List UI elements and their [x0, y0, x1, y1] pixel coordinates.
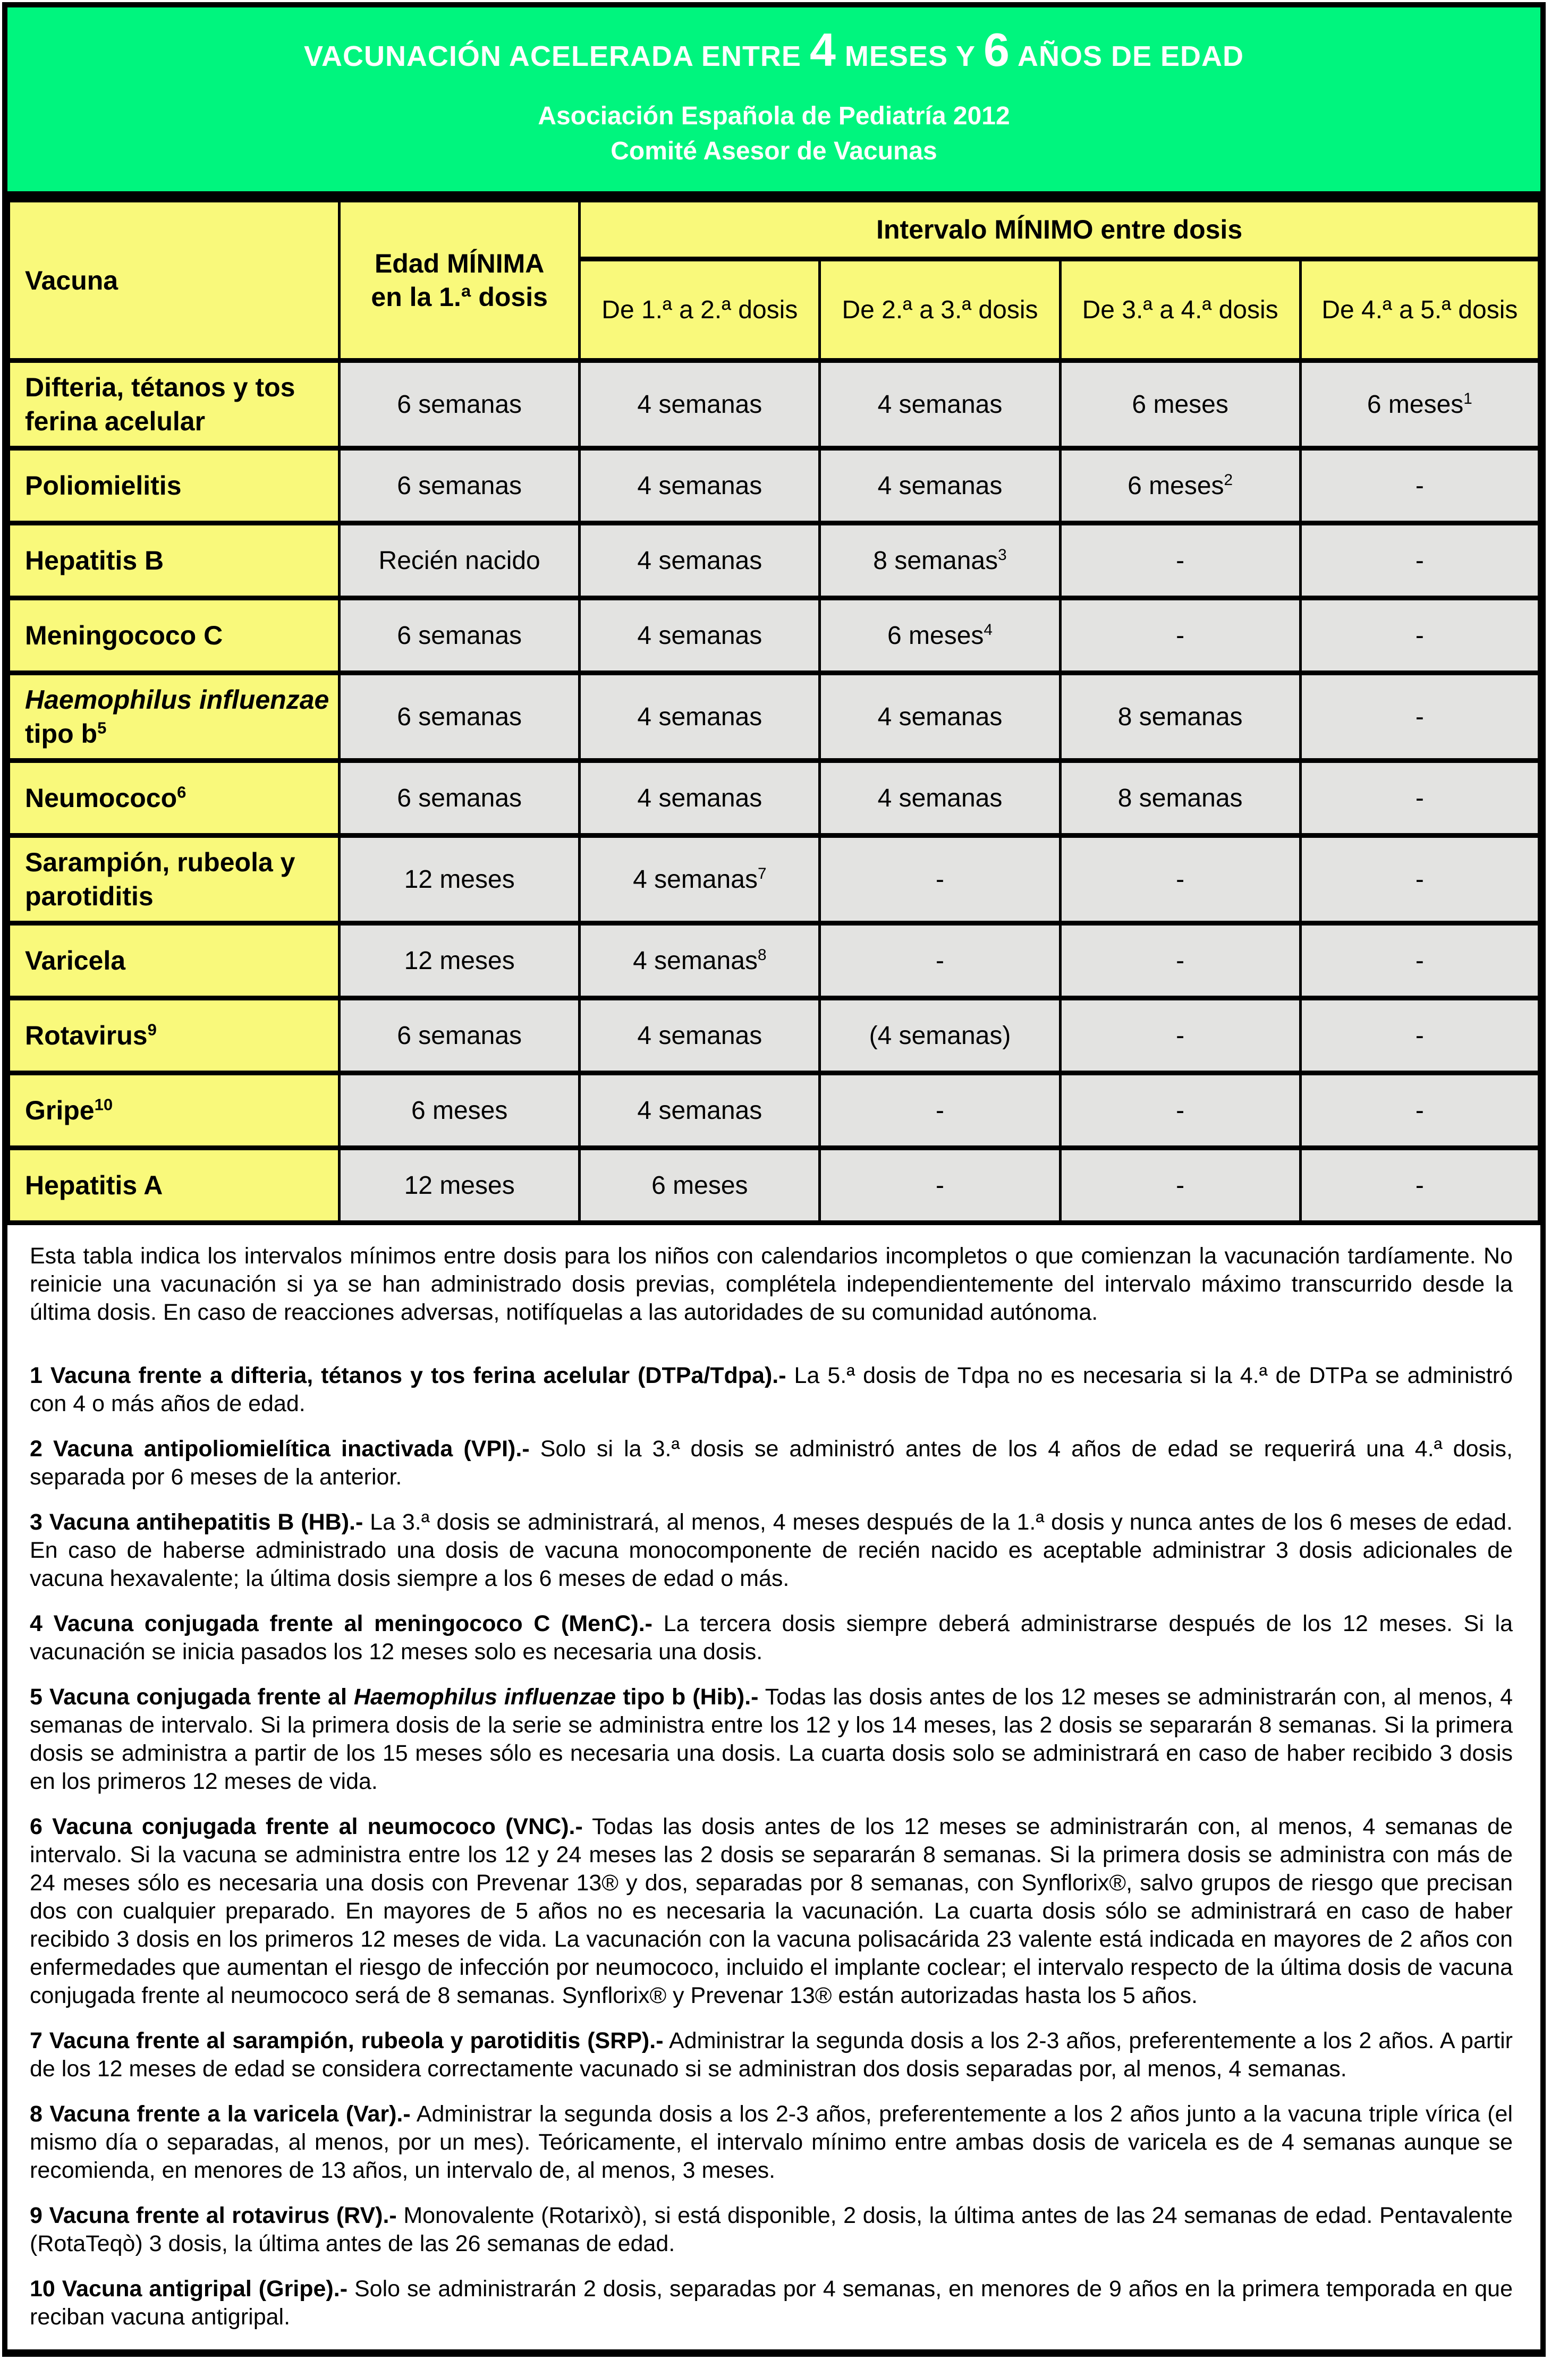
column-header-min-age: Edad MÍNIMA en la 1.ª dosis: [340, 200, 580, 361]
dose-value: -: [1176, 1096, 1185, 1125]
dose-value: 12 meses: [404, 946, 515, 975]
dose-value: 4 semanas: [637, 784, 762, 812]
dose-value: 6 semanas: [397, 784, 522, 812]
vaccine-row: [9, 761, 1539, 836]
title-number-4: 4: [809, 23, 836, 76]
dose-value: -: [1415, 784, 1424, 812]
dose-cell: [820, 761, 1060, 836]
dose-value: 6 meses: [411, 1096, 508, 1125]
dose-value: -: [1176, 946, 1185, 975]
footnote-lead-text: 8 Vacuna frente a la varicela (Var).-: [30, 2101, 411, 2127]
dose-value: 6 meses: [887, 621, 984, 650]
footnote-ref: 9: [147, 1020, 157, 1039]
dose-cell: [820, 523, 1060, 598]
footnotes: [30, 1362, 1513, 2331]
footnote: [30, 1362, 1513, 1418]
vaccine-row: [9, 448, 1539, 523]
footnote-ref: 6: [177, 783, 187, 802]
dose-cell: [1300, 448, 1539, 523]
dose-value: -: [1176, 865, 1185, 894]
footnote: [30, 1610, 1513, 1666]
dose-value: -: [1415, 1021, 1424, 1050]
footnote-body: Todas las dosis antes de los 12 meses se administrarán con, al menos, 4 semanas de intervalo. Si la vacuna se administra entre los 12 y 24 meses las 2 dosis se separarán 8 semanas. Si la primera dosis se administra con más de 24 meses sólo es necesaria una dosis con Prevenar 13® y dos, separadas por 8 semanas, con Synflorix®, salvo grupos de riesgo que precisan dos con cualquier preparado. En mayores de 5 años no es necesaria la vacunación. La cuarta dosis sólo se administrará en caso de haber recibido 3 dosis en los primeros 12 meses de vida. La vacunación con la vacuna polisacárida 23 valente está indicada en mayores de 2 años con enfermedades que aumentan el riesgo de infección por neumococo, incluido el implante coclear; el intervalo respecto de la última dosis de vacuna conjugada frente al neumococo será de 8 semanas. Synflorix® y Prevenar 13® están autorizadas hasta los 5 años.: [30, 1814, 1513, 2008]
vaccine-name-cell: [9, 836, 340, 923]
document-header: [7, 7, 1540, 198]
dose-cell: [580, 1148, 820, 1223]
footnote-lead: [30, 1509, 363, 1535]
dose-cell: [1060, 1148, 1300, 1223]
dose-value: -: [935, 1096, 944, 1125]
dose-cell: [1060, 923, 1300, 998]
dose-cell: [340, 1148, 580, 1223]
table-body: [9, 361, 1539, 1223]
dose-value: -: [1176, 621, 1185, 650]
table-description: Esta tabla indica los intervalos mínimos entre dosis para los niños con calendarios incompletos o que comienzan la vacunación tardíamente. No reinicie una vacunación si ya se han administrado dosis previas, complétela independientemente del intervalo máximo transcurrido desde la última dosis. En caso de reacciones adversas, notifíquelas a las autoridades de su comunidad autónoma.: [30, 1243, 1513, 1325]
dose-value: 6 meses: [1128, 471, 1224, 500]
dose-value: 6 semanas: [397, 471, 522, 500]
dose-cell: [580, 448, 820, 523]
dose-value: 6 semanas: [397, 390, 522, 419]
vaccine-row: [9, 523, 1539, 598]
vaccination-schedule-page: [2, 2, 1546, 2357]
dose-cell: [1300, 761, 1539, 836]
footnote-body: La 3.ª dosis se administrará, al menos, 4 meses después de la 1.ª dosis y nunca antes de los 6 meses de edad. En caso de haberse administrado una dosis de vacuna monocomponente de recién nacido es aceptable administrar 3 dosis adicionales de vacuna hexavalente; la última dosis siempre a los 6 meses de edad o más.: [30, 1509, 1513, 1591]
column-header-dose-4-5: De 4.ª a 5.ª dosis: [1300, 259, 1539, 361]
footnote-body: La tercera dosis siempre deberá administrarse después de los 12 meses. Si la vacunación se inicia pasados los 12 meses solo es necesaria una dosis.: [30, 1611, 1513, 1665]
dose-value: 4 semanas: [633, 865, 758, 894]
dose-cell: [580, 598, 820, 673]
dose-cell: [580, 998, 820, 1073]
dose-cell: [580, 836, 820, 923]
dose-cell: [340, 598, 580, 673]
dose-value: 4 semanas: [637, 546, 762, 575]
dose-cell: [1060, 836, 1300, 923]
dose-value: -: [1176, 1171, 1185, 1200]
footnote: [30, 2100, 1513, 2185]
dose-cell: [1300, 998, 1539, 1073]
dose-value: 4 semanas: [637, 471, 762, 500]
dose-cell: [820, 673, 1060, 761]
dose-value: -: [935, 865, 944, 894]
footnote-body: Administrar la segunda dosis a los 2-3 años, preferentemente a los 2 años. A partir de los 12 meses de edad se considera correctamente vacunado si se administran dos dosis separadas por, al menos, 4 semanas.: [30, 2028, 1513, 2082]
dose-value: -: [1176, 1021, 1185, 1050]
dose-cell: [1060, 361, 1300, 448]
footnote-lead-text: 3 Vacuna antihepatitis B (HB).-: [30, 1509, 363, 1535]
dose-cell: [820, 836, 1060, 923]
dose-cell: [1300, 1148, 1539, 1223]
dose-value: 4 semanas: [877, 390, 1003, 419]
dose-cell: [820, 1148, 1060, 1223]
dose-cell: [1300, 1073, 1539, 1148]
footnote-lead: [30, 2028, 664, 2053]
vaccine-name: Rotavirus: [25, 1021, 148, 1050]
vaccine-row: [9, 1073, 1539, 1148]
dose-value: 12 meses: [404, 1171, 515, 1200]
title-text: VACUNACIÓN ACELERADA ENTRE: [303, 40, 810, 72]
dose-cell: [1060, 523, 1300, 598]
vaccine-name: Hepatitis B: [25, 546, 164, 575]
vaccine-name: Meningococo C: [25, 621, 223, 650]
footnote-ref: 5: [97, 718, 107, 737]
column-header-dose-3-4: De 3.ª a 4.ª dosis: [1060, 259, 1300, 361]
dose-value: 6 semanas: [397, 702, 522, 731]
dose-value: 4 semanas: [877, 702, 1003, 731]
dose-cell: [1300, 598, 1539, 673]
dose-cell: [340, 673, 580, 761]
dose-value: 6 semanas: [397, 621, 522, 650]
title-number-6: 6: [984, 23, 1010, 76]
footnote-lead-text: 10 Vacuna antigripal (Gripe).-: [30, 2276, 348, 2302]
vaccine-row: [9, 836, 1539, 923]
footnote-body: Todas las dosis antes de los 12 meses se administrarán con, al menos, 4 semanas de intervalo. Si la primera dosis de la serie se administra entre los 12 y los 14 meses, las 2 dosis se separarán 8 semanas. Si la primera dosis se administra a partir de los 15 meses sólo es necesaria una dosis. La cuarta dosis solo se administrará en caso de haber recibido 3 dosis en los primeros 12 meses de vida.: [30, 1684, 1513, 1794]
footnote-lead-text: tipo b (Hib).-: [616, 1684, 759, 1710]
dose-cell: [1060, 448, 1300, 523]
dose-cell: [1060, 673, 1300, 761]
vaccine-name-cell: [9, 923, 340, 998]
footnote-lead-text: 9 Vacuna frente al rotavirus (RV).-: [30, 2203, 397, 2228]
dose-cell: [1060, 1073, 1300, 1148]
dose-value: Recién nacido: [378, 546, 540, 575]
dose-value: 8 semanas: [1117, 784, 1243, 812]
footnote: [30, 1435, 1513, 1491]
dose-cell: [820, 998, 1060, 1073]
header-row-top: [9, 200, 1539, 259]
dose-value: 4 semanas: [637, 390, 762, 419]
vaccine-name-cell: [9, 1148, 340, 1223]
dose-value: -: [935, 1171, 944, 1200]
dose-value: 12 meses: [404, 865, 515, 894]
column-group-min-interval: Intervalo MÍNIMO entre dosis: [580, 200, 1539, 259]
footnote-lead: [30, 1436, 530, 1462]
dose-value: 6 meses: [1132, 390, 1228, 419]
footnote-lead-italic: Haemophilus influenzae: [353, 1684, 616, 1710]
vaccine-name-cell: [9, 998, 340, 1073]
dose-value: -: [1415, 702, 1424, 731]
dose-value: 6 meses: [651, 1171, 748, 1200]
dose-cell: [1300, 836, 1539, 923]
dose-value: (4 semanas): [869, 1021, 1011, 1050]
dose-cell: [1300, 923, 1539, 998]
footnote-body: Monovalente (Rotarixò), si está disponible, 2 dosis, la última antes de las 24 semanas de edad. Pentavalente (RotaTeqò) 3 dosis, la última antes de las 26 semanas de edad.: [30, 2203, 1513, 2256]
dose-cell: [820, 598, 1060, 673]
footnote-body: Administrar la segunda dosis a los 2-3 años, preferentemente a los 2 años junto a la vacuna triple vírica (el mismo día o separadas, al menos, por un mes). Teóricamente, el intervalo mínimo entre ambas dosis de varicela es de 4 semanas aunque se recomienda, en menores de 13 años, un intervalo de, al menos, 3 meses.: [30, 2101, 1513, 2183]
dose-value: 4 semanas: [637, 702, 762, 731]
dose-cell: [1300, 523, 1539, 598]
dose-value: 4 semanas: [633, 946, 758, 975]
dose-value: 6 semanas: [397, 1021, 522, 1050]
dose-cell: [340, 1073, 580, 1148]
dose-cell: [580, 523, 820, 598]
vaccine-name: Gripe: [25, 1096, 95, 1125]
footnote: [30, 1813, 1513, 2010]
footnote-lead: [30, 2276, 347, 2302]
dose-cell: [580, 673, 820, 761]
dose-value: 6 meses: [1367, 390, 1464, 419]
page-title: [13, 23, 1535, 83]
vaccine-name-cell: [9, 361, 340, 448]
dose-value: -: [935, 946, 944, 975]
footnote-body: Solo si la 3.ª dosis se administró antes de los 4 años de edad se requerirá una 4.ª dosis, separada por 6 meses de la anterior.: [30, 1436, 1513, 1490]
vaccination-intervals-table: [7, 198, 1540, 1225]
dose-cell: [340, 523, 580, 598]
vaccine-name: tipo b: [25, 719, 98, 749]
dose-cell: [580, 1073, 820, 1148]
footnote: [30, 2202, 1513, 2258]
vaccine-name: Difteria, tétanos y tos ferina acelular: [25, 372, 295, 436]
footnote-lead-text: 6 Vacuna conjugada frente al neumococo (VNC).-: [30, 1814, 583, 1839]
vaccine-name-cell: [9, 1073, 340, 1148]
footnote-ref: 10: [94, 1095, 113, 1114]
dose-cell: [580, 761, 820, 836]
dose-cell: [1300, 673, 1539, 761]
footnote-lead: [30, 1611, 652, 1636]
dose-value: -: [1415, 1096, 1424, 1125]
footnote-ref: 7: [757, 864, 767, 882]
dose-cell: [340, 923, 580, 998]
footnote: [30, 1683, 1513, 1796]
association-subtitle: Asociación Española de Pediatría 2012: [538, 102, 1010, 130]
dose-cell: [340, 998, 580, 1073]
dose-value: 8 semanas: [1117, 702, 1243, 731]
dose-value: 4 semanas: [637, 621, 762, 650]
footnote-lead: [30, 2101, 411, 2127]
notes-section: [7, 1225, 1540, 2349]
footnote-lead-text: 7 Vacuna frente al sarampión, rubeola y parotiditis (SRP).-: [30, 2028, 664, 2053]
footnote-ref: 8: [757, 946, 767, 964]
dose-value: -: [1415, 946, 1424, 975]
title-text: AÑOS DE EDAD: [1010, 40, 1244, 72]
dose-cell: [820, 448, 1060, 523]
vaccine-row: [9, 673, 1539, 761]
dose-cell: [820, 1073, 1060, 1148]
dose-cell: [580, 361, 820, 448]
dose-value: -: [1176, 546, 1185, 575]
vaccine-name: Neumococo: [25, 783, 177, 813]
vaccine-row: [9, 1148, 1539, 1223]
vaccine-name-cell: [9, 673, 340, 761]
footnote: [30, 2275, 1513, 2331]
dose-value: -: [1415, 865, 1424, 894]
dose-cell: [1060, 998, 1300, 1073]
footnote-ref: 3: [998, 546, 1007, 564]
footnote: [30, 2027, 1513, 2083]
dose-value: -: [1415, 621, 1424, 650]
footnote-ref: 2: [1224, 471, 1233, 489]
vaccine-name-cell: [9, 761, 340, 836]
dose-value: 4 semanas: [877, 471, 1003, 500]
footnote-lead-text: 2 Vacuna antipoliomielítica inactivada (VPI).-: [30, 1436, 530, 1462]
vaccine-row: [9, 361, 1539, 448]
footnote-lead-text: 5 Vacuna conjugada frente al: [30, 1684, 354, 1710]
dose-value: -: [1415, 471, 1424, 500]
footnote-body: Solo se administrarán 2 dosis, separadas por 4 semanas, en menores de 9 años en la primera temporada en que reciban vacuna antigripal.: [30, 2276, 1513, 2330]
dose-value: 4 semanas: [637, 1021, 762, 1050]
dose-cell: [820, 361, 1060, 448]
title-text: MESES Y: [836, 40, 984, 72]
vaccine-name: Sarampión, rubeola y parotiditis: [25, 847, 295, 911]
vaccine-name: Hepatitis A: [25, 1170, 163, 1200]
vaccine-name-cell: [9, 523, 340, 598]
dose-cell: [340, 761, 580, 836]
vaccine-name: Varicela: [25, 946, 126, 975]
footnote-lead: [30, 1363, 786, 1388]
dose-cell: [340, 361, 580, 448]
dose-cell: [580, 923, 820, 998]
footnote: [30, 1508, 1513, 1593]
dose-value: 4 semanas: [637, 1096, 762, 1125]
dose-value: 8 semanas: [873, 546, 998, 575]
vaccine-name: Poliomielitis: [25, 471, 182, 500]
footnote-ref: 4: [984, 621, 993, 639]
footnote-lead: [30, 2203, 397, 2228]
table-header: [9, 200, 1539, 361]
dose-cell: [1060, 598, 1300, 673]
footnote-lead-text: 4 Vacuna conjugada frente al meningococo C (MenC).-: [30, 1611, 652, 1636]
dose-cell: [820, 923, 1060, 998]
dose-value: -: [1415, 1171, 1424, 1200]
dose-cell: [340, 448, 580, 523]
footnote-ref: 1: [1463, 389, 1472, 408]
dose-value: 4 semanas: [877, 784, 1003, 812]
vaccine-name-cell: [9, 448, 340, 523]
footnote-lead: [30, 1814, 583, 1839]
dose-cell: [1060, 761, 1300, 836]
column-header-dose-1-2: De 1.ª a 2.ª dosis: [580, 259, 820, 361]
vaccine-row: [9, 923, 1539, 998]
dose-cell: [1300, 361, 1539, 448]
vaccine-name-italic: Haemophilus influenzae: [25, 685, 329, 715]
vaccine-name-cell: [9, 598, 340, 673]
committee-subtitle: Comité Asesor de Vacunas: [611, 137, 937, 165]
footnote-lead-text: 1 Vacuna frente a difteria, tétanos y tos ferina acelular (DTPa/Tdpa).-: [30, 1363, 786, 1388]
footnote-body: La 5.ª dosis de Tdpa no es necesaria si la 4.ª de DTPa se administró con 4 o más años de edad.: [30, 1363, 1513, 1416]
dose-cell: [340, 836, 580, 923]
vaccine-row: [9, 998, 1539, 1073]
column-header-dose-2-3: De 2.ª a 3.ª dosis: [820, 259, 1060, 361]
vaccine-row: [9, 598, 1539, 673]
dose-value: -: [1415, 546, 1424, 575]
column-header-vaccine: Vacuna: [9, 200, 340, 361]
footnote-lead: [30, 1684, 758, 1710]
